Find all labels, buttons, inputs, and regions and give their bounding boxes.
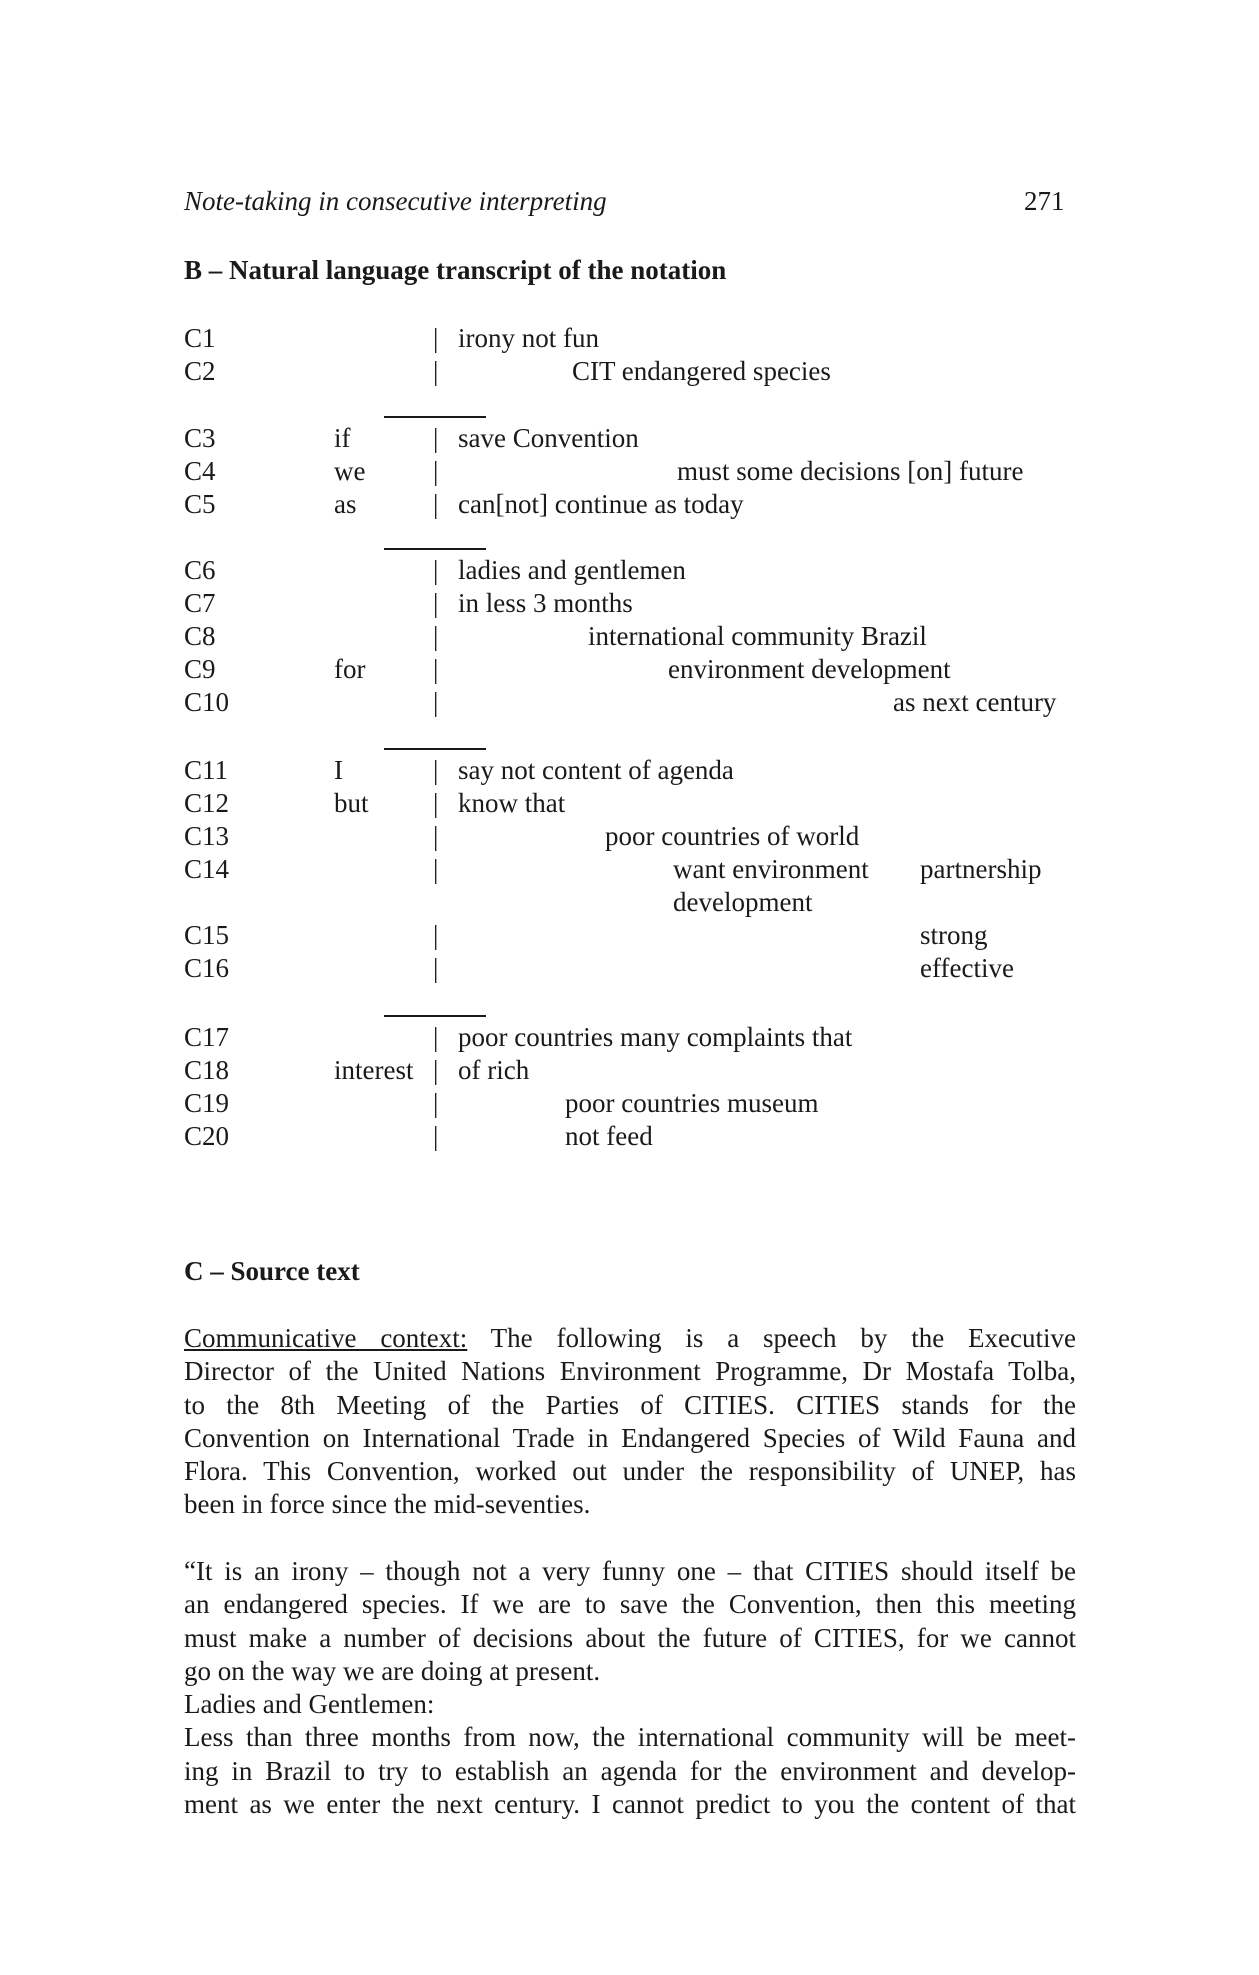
row-id: C8 <box>184 621 216 651</box>
row-text: know that <box>458 788 566 818</box>
row-id: C1 <box>184 323 216 353</box>
row-separator: | <box>433 555 439 585</box>
row-text: poor countries many complaints that <box>458 1022 853 1052</box>
row-text: development <box>673 887 813 917</box>
paragraph-line: “It is an irony – though not a very funny one – that CITIES should itself be <box>184 1556 1076 1586</box>
row-id: C12 <box>184 788 230 818</box>
row-id: C2 <box>184 356 216 386</box>
paragraph-line: Convention on International Trade in Endangered Species of Wild Fauna and <box>184 1422 1076 1453</box>
group-divider <box>384 416 486 418</box>
row-separator: | <box>433 423 439 453</box>
paragraph-line: ment as we enter the next century. I cannot predict to you the content of that <box>184 1789 1076 1820</box>
row-text: strong <box>920 920 988 950</box>
row-id: C17 <box>184 1022 230 1052</box>
transcript-row <box>0 1121 1259 1154</box>
transcript-row <box>0 854 1259 887</box>
section-c-heading: C – Source text <box>184 1256 360 1286</box>
row-separator: | <box>433 489 439 519</box>
row-id: C10 <box>184 687 230 717</box>
row-text: say not content of agenda <box>458 755 734 785</box>
row-separator: | <box>433 588 439 618</box>
row-id: C9 <box>184 654 216 684</box>
row-cue: I <box>334 755 343 785</box>
transcript-row <box>0 887 1259 920</box>
row-id: C4 <box>184 456 216 486</box>
paragraph-line: must make a number of decisions about the future of CITIES, for we cannot <box>184 1622 1076 1653</box>
row-id: C18 <box>184 1055 230 1085</box>
paragraph-line: go on the way we are doing at present. <box>184 1655 601 1686</box>
transcript-row <box>0 323 1259 356</box>
row-id: C13 <box>184 821 230 851</box>
row-id: C3 <box>184 423 216 453</box>
row-id: C6 <box>184 555 216 585</box>
transcript-row <box>0 687 1259 720</box>
row-separator: | <box>433 356 439 386</box>
transcript-row <box>0 788 1259 821</box>
row-id: C20 <box>184 1121 230 1151</box>
transcript-row <box>0 489 1259 522</box>
group-divider <box>384 748 486 750</box>
paragraph-line <box>184 1322 1076 1355</box>
transcript-row <box>0 356 1259 389</box>
paragraph-line: an endangered species. If we are to save the Convention, then this meeting <box>184 1589 1076 1620</box>
transcript-row <box>0 588 1259 621</box>
running-title: Note-taking in consecutive interpreting <box>184 186 607 216</box>
row-text: poor countries museum <box>565 1088 819 1118</box>
row-text: as next century <box>893 687 1057 717</box>
row-cue: but <box>334 788 369 818</box>
transcript-row <box>0 423 1259 456</box>
row-cue: if <box>334 423 351 453</box>
row-extra-text: partnership <box>920 854 1042 884</box>
context-label: Communicative context: <box>184 1323 468 1353</box>
row-text: poor countries of world <box>605 821 860 851</box>
row-separator: | <box>433 621 439 651</box>
group-divider <box>384 1015 486 1017</box>
row-text: ladies and gentlemen <box>458 555 686 585</box>
row-separator: | <box>433 1121 439 1151</box>
row-cue: we <box>334 456 366 486</box>
row-separator: | <box>433 1055 439 1085</box>
row-id: C11 <box>184 755 229 785</box>
transcript-row <box>0 654 1259 687</box>
row-id: C14 <box>184 854 230 884</box>
page-number: 271 <box>1024 186 1065 216</box>
row-id: C15 <box>184 920 230 950</box>
paragraph-line: been in force since the mid-seventies. <box>184 1489 591 1520</box>
transcript-row <box>0 755 1259 788</box>
transcript-row <box>0 456 1259 489</box>
row-separator: | <box>433 920 439 950</box>
transcript-row <box>0 821 1259 854</box>
transcript-row <box>0 1022 1259 1055</box>
paragraph-line: Less than three months from now, the international community will be meet- <box>184 1722 1076 1753</box>
row-separator: | <box>433 854 439 884</box>
paragraph-line: Ladies and Gentlemen: <box>184 1689 435 1720</box>
row-separator: | <box>433 456 439 486</box>
row-cue: as <box>334 489 357 519</box>
row-text: irony not fun <box>458 323 599 353</box>
transcript-row <box>0 1055 1259 1088</box>
transcript-row <box>0 1088 1259 1121</box>
row-text: can[not] continue as today <box>458 489 744 519</box>
row-text: want environment <box>673 854 869 884</box>
row-text: effective <box>920 953 1014 983</box>
paragraph-line: Director of the United Nations Environment Programme, Dr Mostafa Tolba, <box>184 1356 1076 1387</box>
row-text: save Convention <box>458 423 639 453</box>
transcript-row <box>0 621 1259 654</box>
section-b-heading: B – Natural language transcript of the notation <box>184 255 727 285</box>
row-cue: for <box>334 654 366 684</box>
row-id: C7 <box>184 588 216 618</box>
group-divider <box>384 548 486 550</box>
row-separator: | <box>433 755 439 785</box>
communicative-context-paragraph <box>184 1322 1076 1522</box>
paragraph-line: Flora. This Convention, worked out under the responsibility of UNEP, has <box>184 1456 1076 1487</box>
row-id: C5 <box>184 489 216 519</box>
row-id: C16 <box>184 953 230 983</box>
row-text: of rich <box>458 1055 530 1085</box>
row-separator: | <box>433 323 439 353</box>
row-separator: | <box>433 1088 439 1118</box>
row-text: must some decisions [on] future <box>677 456 1024 486</box>
row-text: in less 3 months <box>458 588 633 618</box>
row-text: not feed <box>565 1121 653 1151</box>
row-text: environment development <box>668 654 951 684</box>
paragraph-line: ing in Brazil to try to establish an agenda for the environment and develop- <box>184 1755 1076 1786</box>
row-separator: | <box>433 1022 439 1052</box>
transcript-row <box>0 953 1259 986</box>
speech-paragraph <box>184 1555 1076 1821</box>
row-separator: | <box>433 953 439 983</box>
transcript-row <box>0 555 1259 588</box>
transcript-row <box>0 920 1259 953</box>
row-separator: | <box>433 687 439 717</box>
row-cue: interest <box>334 1055 414 1085</box>
row-separator: | <box>433 788 439 818</box>
row-id: C19 <box>184 1088 230 1118</box>
context-line-text: The following is a speech by the Executive <box>467 1323 1076 1353</box>
row-separator: | <box>433 821 439 851</box>
row-text: international community Brazil <box>588 621 927 651</box>
row-text: CIT endangered species <box>572 356 831 386</box>
row-separator: | <box>433 654 439 684</box>
paragraph-line: to the 8th Meeting of the Parties of CITIES. CITIES stands for the <box>184 1389 1076 1420</box>
